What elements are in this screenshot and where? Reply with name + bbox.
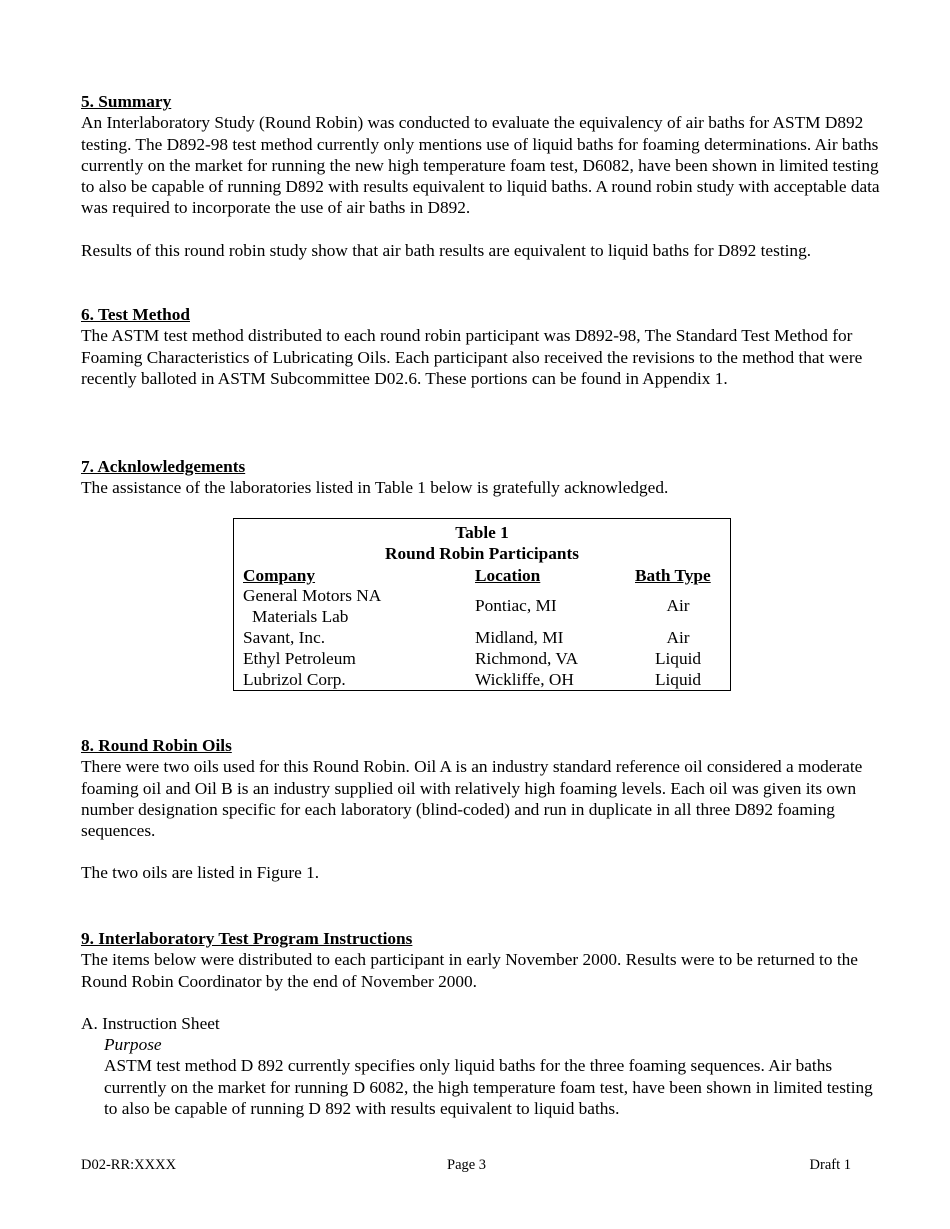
column-header-company: Company <box>243 566 316 585</box>
section-instructions <box>81 928 881 1119</box>
company-cell: Lubrizol Corp. <box>243 670 346 689</box>
location-cell: Wickliffe, OH <box>475 670 574 689</box>
section-test-method <box>81 304 881 389</box>
purpose-label: Purpose <box>104 1035 162 1055</box>
location-cell: Richmond, VA <box>475 649 579 668</box>
instructions-heading: 9. Interlaboratory Test Program Instructions <box>81 929 413 948</box>
column-header-location: Location <box>475 566 541 585</box>
oils-paragraph-1: There were two oils used for this Round Robin. Oil A is an industry standard reference oil considered a moderate foaming oil and Oil B is an industry supplied oil with relatively high foaming levels. Each oil was given its own number designation specific for each laboratory (blind-coded) and run in duplicate in all three D892 foaming sequences. <box>81 757 863 841</box>
section-acknowledgements <box>81 456 881 499</box>
summary-heading: 5. Summary <box>81 92 172 111</box>
participants-table <box>233 518 731 691</box>
instructions-paragraph: The items below were distributed to each participant in early November 2000. Results were to be returned to the Round Robin Coordinator by the end of November 2000. <box>81 950 858 991</box>
bath-type-cell: Liquid <box>654 670 702 689</box>
location-cell: Pontiac, MI <box>475 596 557 615</box>
summary-paragraph-2: Results of this round robin study show that air bath results are equivalent to liquid baths for D892 testing. <box>81 240 812 260</box>
footer-draft: Draft 1 <box>809 1157 851 1173</box>
table-subtitle: Round Robin Participants <box>385 544 579 563</box>
location-cell: Midland, MI <box>475 628 564 647</box>
company-name-line2: Materials Lab <box>252 607 349 627</box>
bath-type-cell: Liquid <box>654 649 702 668</box>
purpose-text: ASTM test method D 892 currently specifies only liquid baths for the three foaming sequences. Air baths currently on the market for running D 6082, the high temperature foam test, have been shown in limited testing to also be capable of running D 892 with results equivalent to liquid baths. <box>104 1056 873 1119</box>
company-cell: Savant, Inc. <box>243 628 326 647</box>
test-method-paragraph: The ASTM test method distributed to each round robin participant was D892-98, The Standard Test Method for Foaming Characteristics of Lubricating Oils. Each participant also received the revisions to the method that were recently balloted in ASTM Subcommittee D02.6. These portions can be found in Appendix 1. <box>81 326 863 388</box>
column-header-bath-type: Bath Type <box>635 566 711 585</box>
acknowledgements-paragraph: The assistance of the laboratories listed in Table 1 below is gratefully acknowledged. <box>81 478 669 498</box>
bath-type-cell: Air <box>666 628 690 647</box>
instruction-sheet-label: A. Instruction Sheet <box>81 1013 220 1033</box>
test-method-heading: 6. Test Method <box>81 305 190 324</box>
footer-doc-id: D02-RR:XXXX <box>81 1157 177 1173</box>
summary-paragraph-1: An Interlaboratory Study (Round Robin) was conducted to evaluate the equivalency of air baths for ASTM D892 testing. The D892-98 test method currently only mentions use of liquid baths for foaming determinations. Air baths currently on the market for running the new high temperature foam test, D6082, have been shown in limited testing to also be capable of running D892 with results equivalent to liquid baths. A round robin study with acceptable data was required to incorporate the use of air baths in D892. <box>81 113 880 218</box>
bath-type-cell: Air <box>666 596 690 615</box>
table-row <box>234 585 730 627</box>
table-title: Table 1 <box>455 523 509 542</box>
company-cell <box>243 585 463 628</box>
instruction-sheet-item <box>81 1013 881 1119</box>
company-cell: Ethyl Petroleum <box>243 649 356 668</box>
acknowledgements-heading: 7. Acknlowledgements <box>81 457 246 476</box>
page-footer <box>81 1155 851 1175</box>
section-round-robin-oils <box>81 735 881 884</box>
footer-page-number: Page 3 <box>447 1157 487 1173</box>
oils-paragraph-2: The two oils are listed in Figure 1. <box>81 863 320 883</box>
oils-heading: 8. Round Robin Oils <box>81 736 232 755</box>
company-name-line1: General Motors NA <box>243 586 382 605</box>
section-summary <box>81 91 881 261</box>
